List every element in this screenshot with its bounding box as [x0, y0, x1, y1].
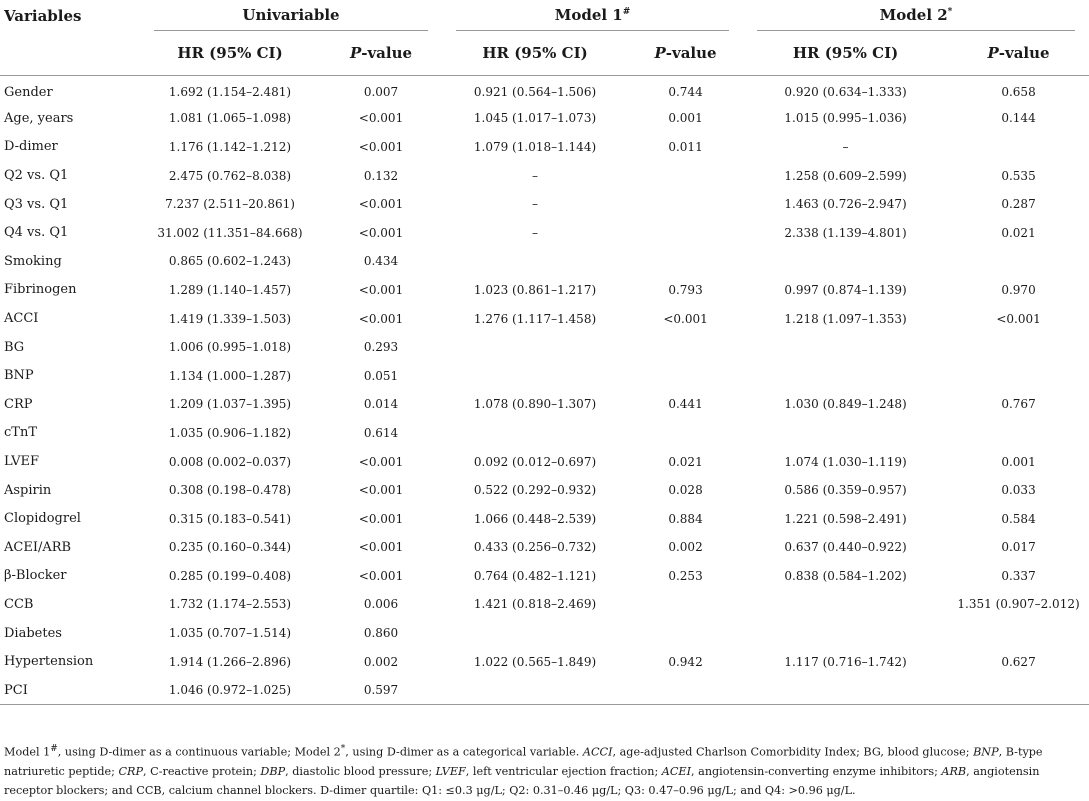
cell-univariable-p: 0.614	[363, 425, 399, 440]
table-body	[0, 76, 1089, 705]
cell-model1-p: 0.002	[668, 540, 703, 555]
cell-model2-p: 0.144	[1001, 111, 1036, 126]
cell-variable: Q2 vs. Q1	[4, 168, 69, 184]
table-row	[0, 504, 1089, 533]
cell-univariable-hr: 1.732 (1.174–2.553)	[168, 597, 292, 612]
cell-model1-p: 0.028	[668, 483, 703, 498]
cell-univariable-p: <0.001	[358, 454, 404, 469]
cell-univariable-p: 0.006	[363, 597, 399, 612]
cell-model1-hr: –	[532, 225, 539, 240]
cell-variable: Aspirin	[4, 482, 52, 498]
cell-univariable-hr: 0.235 (0.160–0.344)	[168, 540, 292, 555]
cell-variable: Hypertension	[4, 654, 94, 670]
cell-univariable-p: <0.001	[358, 111, 404, 126]
cell-variable: β-Blocker	[4, 568, 67, 584]
cell-model1-p	[628, 590, 743, 619]
cell-univariable-hr: 1.046 (0.972–1.025)	[140, 676, 320, 705]
header-blank	[0, 31, 140, 76]
table-footnote: Model 1#, using D-dimer as a continuous variable; Model 2*, using D-dimer as a categorical variable. ACCI, age-adjusted Charlson Comorbidity Index; BG, blood glucose; BNP, B-type natriuretic peptide; CRP, C-reactive protein; DBP, diastolic blood pressure; LVEF, left ventricular ejection fraction; ACEI, angiotensin-converting enzyme inhibitors; ARB, angiotensin receptor blockers; and CCB, calcium channel blockers. D-dimer quartile: Q1: ≤0.3 μg/L; Q2: 0.31–0.46 μg/L; Q3: 0.47–0.96 μg/L; and Q4: >0.96 μg/L.	[4, 744, 1043, 797]
table-row	[0, 562, 1089, 591]
cell-model2-p	[948, 676, 1089, 705]
cell-model1-hr	[442, 247, 628, 276]
cell-model1-p: 0.021	[668, 454, 703, 469]
cell-variable: PCI	[0, 676, 140, 705]
cell-variable: Q3 vs. Q1	[4, 196, 69, 212]
cell-model2-hr: 1.074 (1.030–1.119)	[784, 454, 907, 469]
cell-model1-p	[628, 361, 743, 390]
cell-model1-p	[628, 190, 743, 219]
cell-model1-p	[628, 676, 743, 705]
cell-model2-hr: 1.218 (1.097–1.353)	[784, 311, 907, 326]
cell-model2-hr: –	[842, 139, 849, 154]
cell-model2-p: 0.627	[1001, 654, 1036, 669]
cell-univariable-hr: 0.865 (0.602–1.243)	[168, 254, 292, 269]
header-model1: Model 1#	[442, 0, 743, 31]
cell-model2-p: 1.351 (0.907–2.012)	[957, 597, 1080, 612]
cell-univariable-p: 0.002	[363, 654, 399, 669]
cell-variable: CRP	[4, 396, 33, 412]
cell-model2-hr: 1.015 (0.995–1.036)	[784, 111, 907, 126]
cell-univariable-p: 0.597	[320, 676, 442, 705]
cell-model2-p	[948, 133, 1089, 162]
cell-variable: BG	[4, 339, 25, 355]
cell-univariable-hr: 2.475 (0.762–8.038)	[168, 168, 292, 183]
cell-univariable-p: <0.001	[358, 568, 404, 583]
cell-univariable-hr: 1.081 (1.065–1.098)	[168, 111, 292, 126]
cell-univariable-p: 0.132	[363, 168, 399, 183]
cell-model1-hr: 1.066 (0.448–2.539)	[473, 511, 597, 526]
cell-model2-p: 0.535	[1001, 168, 1036, 183]
cell-variable: Smoking	[4, 253, 62, 269]
cell-model2-p: 0.337	[1001, 568, 1036, 583]
cell-univariable-hr: 0.285 (0.199–0.408)	[168, 568, 292, 583]
cell-univariable-hr: 1.035 (0.707–1.514)	[168, 626, 292, 641]
cell-model2-hr: 0.997 (0.874–1.139)	[784, 282, 907, 297]
cell-variable: cTnT	[4, 425, 37, 441]
header-row-columns	[0, 31, 1089, 76]
cell-model2-hr	[743, 590, 948, 619]
header-model2: Model 2*	[743, 0, 1089, 31]
cell-model1-p	[628, 247, 743, 276]
cell-model2-hr: 0.838 (0.584–1.202)	[784, 568, 907, 583]
cell-model1-hr	[442, 333, 628, 362]
cell-model1-p: 0.001	[668, 111, 703, 126]
table-row	[0, 419, 1089, 448]
header-model1-hr: HR (95% CI)	[442, 31, 628, 76]
cell-univariable-p: 0.293	[363, 340, 399, 355]
cell-model2-hr: 1.221 (0.598–2.491)	[784, 511, 907, 526]
cell-model2-hr	[743, 361, 948, 390]
cell-model2-p	[948, 619, 1089, 648]
cell-model2-p	[948, 419, 1089, 448]
cell-univariable-p: <0.001	[358, 540, 404, 555]
cell-univariable-hr: 1.176 (1.142–1.212)	[168, 139, 292, 154]
cell-model2-p: 0.658	[1001, 85, 1036, 100]
cell-model1-hr: 1.079 (1.018–1.144)	[473, 139, 597, 154]
cell-model2-p: 0.287	[1001, 197, 1036, 212]
cell-model1-hr	[442, 361, 628, 390]
cell-variable: ACEI/ARB	[4, 539, 72, 555]
table-row	[0, 104, 1089, 133]
table-row	[0, 390, 1089, 419]
table-row	[0, 76, 1089, 105]
cell-model1-hr: 0.433 (0.256–0.732)	[473, 540, 597, 555]
cell-univariable-hr: 1.134 (1.000–1.287)	[168, 368, 292, 383]
cell-univariable-hr: 1.209 (1.037–1.395)	[168, 397, 292, 412]
table-row	[0, 533, 1089, 562]
header-row-groups	[0, 0, 1089, 31]
cell-model1-hr: 0.764 (0.482–1.121)	[473, 568, 597, 583]
cell-model2-p: 0.021	[1001, 225, 1036, 240]
cell-model1-hr: 1.045 (1.017–1.073)	[473, 111, 597, 126]
cell-model1-p	[628, 419, 743, 448]
cell-model1-hr: 0.522 (0.292–0.932)	[473, 483, 597, 498]
cell-univariable-p: <0.001	[358, 197, 404, 212]
header-model1-p: P-value	[628, 31, 743, 76]
cell-model2-p: 0.033	[1001, 483, 1036, 498]
cell-model1-p	[628, 161, 743, 190]
table-row	[0, 447, 1089, 476]
table-row	[0, 590, 1089, 619]
cell-variable: Gender	[4, 84, 53, 100]
cell-univariable-p: 0.860	[363, 626, 399, 641]
cell-model1-p	[628, 333, 743, 362]
cell-model2-p: 0.017	[1001, 540, 1036, 555]
cell-univariable-p: <0.001	[358, 139, 404, 154]
cell-model1-hr: 1.022 (0.565–1.849)	[473, 654, 597, 669]
cell-model1-hr: 1.078 (0.890–1.307)	[473, 397, 597, 412]
cell-univariable-hr: 1.006 (0.995–1.018)	[168, 340, 292, 355]
header-univariable-p: P-value	[320, 31, 442, 76]
cell-univariable-p: 0.051	[363, 368, 399, 383]
cell-model1-hr: 0.092 (0.012–0.697)	[473, 454, 597, 469]
cell-variable: Clopidogrel	[4, 511, 81, 527]
cell-variable: ACCI	[4, 311, 39, 327]
table-row	[0, 304, 1089, 333]
cell-model2-p	[948, 361, 1089, 390]
cell-model1-hr	[442, 419, 628, 448]
cell-univariable-hr: 1.914 (1.266–2.896)	[168, 654, 292, 669]
cell-model1-hr	[442, 676, 628, 705]
cell-univariable-p: 0.014	[363, 397, 399, 412]
cell-model1-p: 0.884	[668, 511, 703, 526]
cell-model2-hr: 0.637 (0.440–0.922)	[784, 540, 907, 555]
cell-model1-p	[628, 218, 743, 247]
cell-univariable-p: <0.001	[358, 282, 404, 297]
cell-model2-p: <0.001	[996, 311, 1041, 326]
table-row	[0, 276, 1089, 305]
cell-model1-hr: 1.421 (0.818–2.469)	[473, 597, 597, 612]
cell-model2-hr	[743, 676, 948, 705]
cell-variable: Fibrinogen	[4, 282, 77, 298]
cell-model1-hr: 1.023 (0.861–1.217)	[473, 282, 597, 297]
header-univariable-hr: HR (95% CI)	[140, 31, 320, 76]
cell-univariable-p: <0.001	[358, 225, 404, 240]
table-row	[0, 247, 1089, 276]
cell-model1-hr: –	[532, 197, 539, 212]
cell-model1-p: 0.011	[668, 139, 703, 154]
header-model2-hr: HR (95% CI)	[743, 31, 948, 76]
cell-variable: LVEF	[4, 454, 39, 470]
cell-model2-hr	[743, 619, 948, 648]
cell-univariable-hr: 0.308 (0.198–0.478)	[168, 483, 292, 498]
table-row	[0, 476, 1089, 505]
table-row	[0, 676, 1089, 705]
table-row	[0, 190, 1089, 219]
cell-model2-hr: 0.920 (0.634–1.333)	[784, 85, 907, 100]
cell-variable: CCB	[4, 596, 34, 612]
cell-model1-p: 0.744	[668, 85, 703, 100]
cell-variable: Age, years	[4, 110, 74, 126]
cell-model2-hr: 0.586 (0.359–0.957)	[784, 483, 907, 498]
cell-model2-hr: 1.030 (0.849–1.248)	[784, 397, 907, 412]
cell-model2-hr: 2.338 (1.139–4.801)	[784, 225, 907, 240]
cell-model2-p: 0.970	[1001, 282, 1036, 297]
cell-univariable-hr: 1.035 (0.906–1.182)	[168, 425, 292, 440]
cell-model1-p: 0.441	[668, 397, 703, 412]
cell-model1-hr	[442, 619, 628, 648]
header-model2-p: P-value	[948, 31, 1089, 76]
table-row	[0, 133, 1089, 162]
cell-model1-p	[628, 619, 743, 648]
cell-model2-hr: 1.117 (0.716–1.742)	[784, 654, 907, 669]
cell-model2-hr	[743, 419, 948, 448]
cell-model1-hr: 0.921 (0.564–1.506)	[473, 85, 597, 100]
cell-univariable-hr: 1.692 (1.154–2.481)	[168, 85, 292, 100]
table-row	[0, 361, 1089, 390]
cell-univariable-hr: 31.002 (11.351–84.668)	[157, 225, 303, 240]
header-univariable: Univariable	[140, 0, 442, 31]
table-row	[0, 161, 1089, 190]
table-row	[0, 647, 1089, 676]
cell-univariable-p: <0.001	[358, 311, 404, 326]
cell-univariable-p: <0.001	[358, 483, 404, 498]
cell-univariable-p: 0.007	[363, 85, 399, 100]
cell-variable: Diabetes	[4, 625, 62, 641]
cell-model1-hr: –	[532, 168, 539, 183]
cell-model1-p: <0.001	[663, 311, 708, 326]
cell-univariable-p: <0.001	[358, 511, 404, 526]
table-row	[0, 333, 1089, 362]
cell-model1-p: 0.942	[668, 654, 703, 669]
cell-model2-p: 0.584	[1001, 511, 1036, 526]
cell-univariable-hr: 0.008 (0.002–0.037)	[168, 454, 292, 469]
cell-univariable-hr: 1.419 (1.339–1.503)	[168, 311, 292, 326]
cell-variable: Q4 vs. Q1	[4, 225, 69, 241]
cell-model1-hr: 1.276 (1.117–1.458)	[473, 311, 597, 326]
cell-model2-hr	[743, 247, 948, 276]
cell-univariable-hr: 0.315 (0.183–0.541)	[168, 511, 292, 526]
cell-model2-p: 0.767	[1001, 397, 1036, 412]
cell-variable: D-dimer	[4, 139, 58, 155]
cell-univariable-hr: 7.237 (2.511–20.861)	[165, 197, 295, 212]
cell-model2-p	[948, 333, 1089, 362]
cell-variable: BNP	[4, 368, 34, 384]
cell-model2-hr: 1.463 (0.726–2.947)	[784, 197, 907, 212]
cell-univariable-p: 0.434	[363, 254, 399, 269]
header-variables: Variables	[4, 6, 82, 25]
cell-model1-p: 0.253	[668, 568, 703, 583]
cell-model1-p: 0.793	[668, 282, 703, 297]
table-row	[0, 218, 1089, 247]
table-row	[0, 619, 1089, 648]
cell-model2-hr: 1.258 (0.609–2.599)	[784, 168, 907, 183]
cell-model2-hr	[743, 333, 948, 362]
cell-univariable-hr: 1.289 (1.140–1.457)	[168, 282, 292, 297]
cell-model2-p: 0.001	[1001, 454, 1036, 469]
cell-model2-p	[948, 247, 1089, 276]
